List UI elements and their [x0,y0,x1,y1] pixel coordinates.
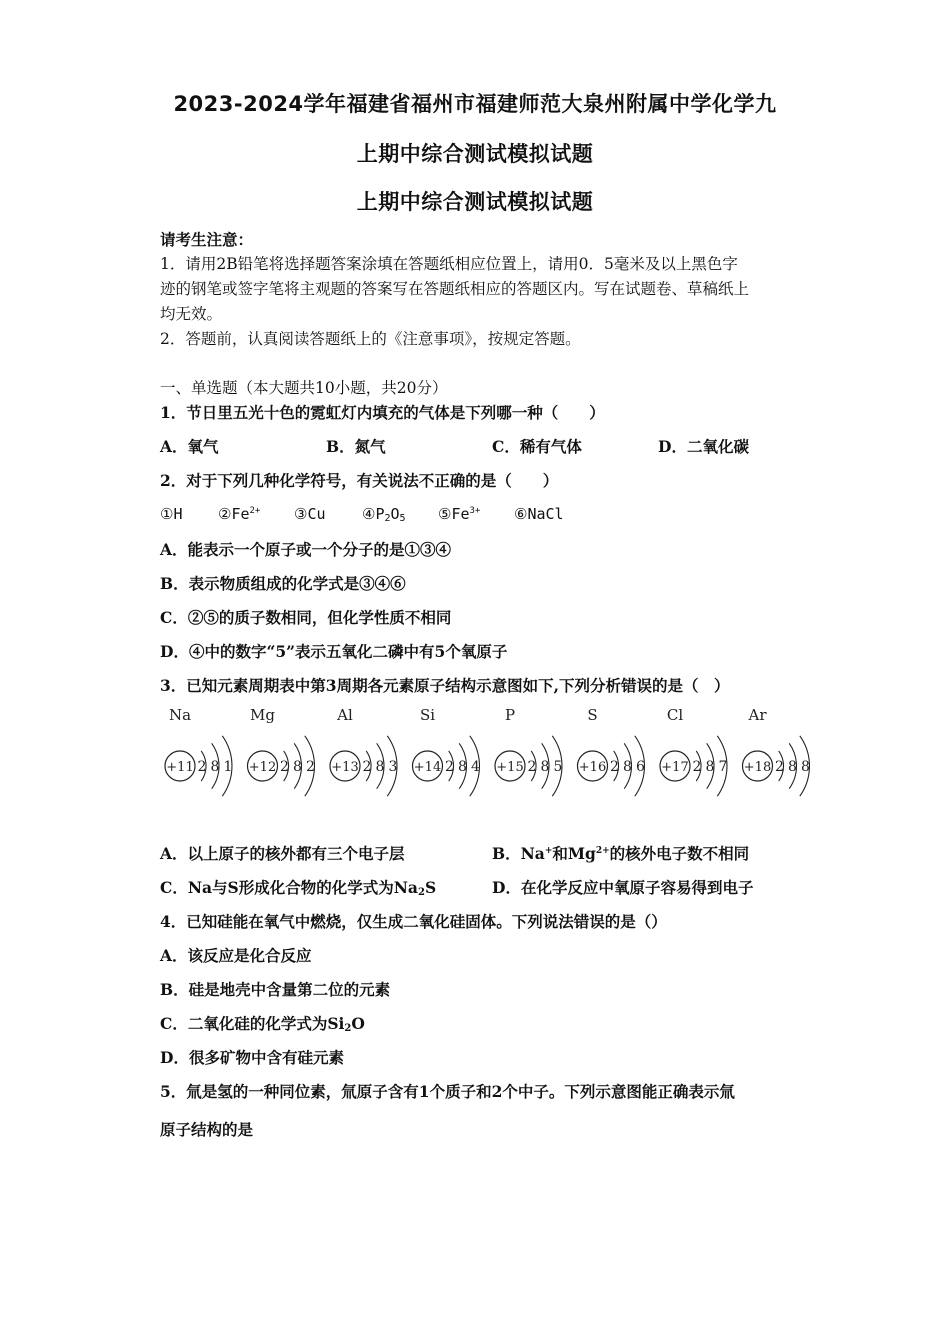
q4-option-a: A．该反应是化合反应 [160,946,312,965]
q1-option-b: B．氮气 [326,437,386,456]
section1-heading: 一、单选题（本大题共10小题，共20分） [160,379,448,397]
notice-heading: 请考生注意： [160,230,254,249]
q3-stem: 3．已知元素周期表中第3周期各元素原子结构示意图如下,下列分析错误的是（ ） [160,676,730,695]
atom-symbol: Mg [250,706,275,724]
atom-cl [660,706,727,796]
shell-electron-count: 2 [280,759,289,775]
doc-title-line2: 上期中综合测试模拟试题 [356,142,594,166]
atom-p [495,706,562,796]
atom-s [578,706,646,796]
nucleus-charge: +17 [661,760,689,775]
notice-item1-a: 1．请用2B铅笔将选择题答案涂填在答题纸相应位置上，请用0．5毫米及以上黑色字 [160,255,738,273]
q2-option-d: D．④中的数字“5”表示五氧化二磷中有5个氧原子 [160,642,508,661]
shell-electron-count: 2 [362,759,372,775]
atom-symbol: Si [419,706,436,724]
q2-option-c: C．②⑤的质子数相同，但化学性质不相同 [160,608,452,627]
atom-mg [248,706,315,796]
nucleus-charge: +18 [743,760,772,775]
shell-electron-count: 8 [293,759,302,775]
q1-option-c: C．稀有气体 [492,437,582,456]
doc-title-line1: 2023-2024学年福建省福州市福建师范大泉州附属中学化学九 [173,92,777,116]
q1-option-d: D．二氧化碳 [658,437,749,456]
shell-electron-count: 8 [210,759,220,775]
atom-na [165,706,232,796]
q2-symbol-3: ③Cu [294,505,326,523]
q5-stem-b: 原子结构的是 [160,1120,254,1139]
q4-stem: 4．已知硅能在氧气中燃烧，仅生成二氧化硅固体。下列说法错误的是（） [160,912,667,931]
shell-electron-count: 8 [788,759,797,775]
shell-electron-count: 8 [458,759,467,775]
atom-si [413,706,481,796]
shell-electron-count: 8 [375,759,385,775]
q2-symbol-4: $④P_2O_5$ [362,505,406,524]
q2-symbol-1: ①H [160,505,183,523]
q4-option-b: B．硅是地壳中含量第二位的元素 [160,980,391,999]
atomic-structure-diagram [158,700,818,820]
atom-symbol: Al [337,706,353,724]
nucleus-charge: +14 [413,760,442,775]
shell-electron-count: 2 [306,759,315,775]
nucleus-charge: +12 [248,760,277,775]
shell-electron-count: 7 [718,759,728,775]
nucleus-charge: +16 [578,760,607,775]
shell-electron-count: 8 [801,759,810,775]
notice-item1-b: 迹的钢笔或签字笔将主观题的答案写在答题纸相应的答题区内。写在试题卷、草稿纸上 [160,280,750,298]
shell-electron-count: 3 [388,759,398,775]
shell-electron-count: 6 [636,759,645,775]
shell-electron-count: 8 [705,759,715,775]
nucleus-charge: +15 [496,760,524,775]
q2-symbol-2: $②Fe^{2+}$ [218,505,261,523]
notice-item1-c: 均无效。 [160,305,223,323]
doc-title-line3: 上期中综合测试模拟试题 [356,190,594,214]
shell-electron-count: 1 [223,759,233,775]
shell-electron-count: 2 [527,759,537,775]
nucleus-charge: +13 [331,760,359,775]
q2-option-b: B．表示物质组成的化学式是③④⑥ [160,574,406,593]
q1-stem: 1．节日里五光十色的霓虹灯内填充的气体是下列哪一种（ ） [160,403,605,422]
q4-option-c: C．二氧化硅的化学式为$Si_2O$ [160,1014,365,1034]
shell-electron-count: 2 [610,759,619,775]
atom-symbol: Na [168,706,192,724]
shell-electron-count: 4 [471,759,480,775]
shell-electron-count: 2 [692,759,702,775]
q2-symbol-5: $⑤Fe^{3+}$ [438,505,481,523]
q2-stem: 2．对于下列几种化学符号，有关说法不正确的是（ ） [160,471,559,490]
q3-option-d: D．在化学反应中氧原子容易得到电子 [492,878,754,897]
shell-electron-count: 8 [623,759,632,775]
atom-symbol: S [587,706,598,724]
shell-electron-count: 5 [553,759,563,775]
shell-electron-count: 2 [445,759,454,775]
atom-symbol: Ar [748,706,767,724]
atom-symbol: P [504,706,516,724]
atom-ar [743,706,810,796]
q3-option-c: C．Na与S形成化合物的化学式为$Na_2S$ [160,878,437,898]
q5-stem-a: 5．氚是氢的一种同位素，氚原子含有1个质子和2个中子。下列示意图能正确表示氚 [160,1082,735,1101]
q1-option-a: A．氧气 [160,437,219,456]
notice-item2: 2．答题前，认真阅读答题纸上的《注意事项》，按规定答题。 [160,330,581,348]
nucleus-charge: +11 [166,760,194,775]
q3-option-b: B．Na+和$Mg^{2+}$的核外电子数不相同 [492,844,750,863]
q3-option-a: A．以上原子的核外都有三个电子层 [160,844,405,863]
shell-electron-count: 2 [775,759,784,775]
shell-electron-count: 8 [540,759,550,775]
shell-electron-count: 2 [197,759,207,775]
q2-symbol-6: ⑥NaCl [514,505,564,523]
q4-option-d: D．很多矿物中含有硅元素 [160,1048,344,1067]
q2-option-a: A．能表示一个原子或一个分子的是①③④ [160,540,452,559]
atom-symbol: Cl [666,706,684,724]
atom-al [330,706,397,796]
